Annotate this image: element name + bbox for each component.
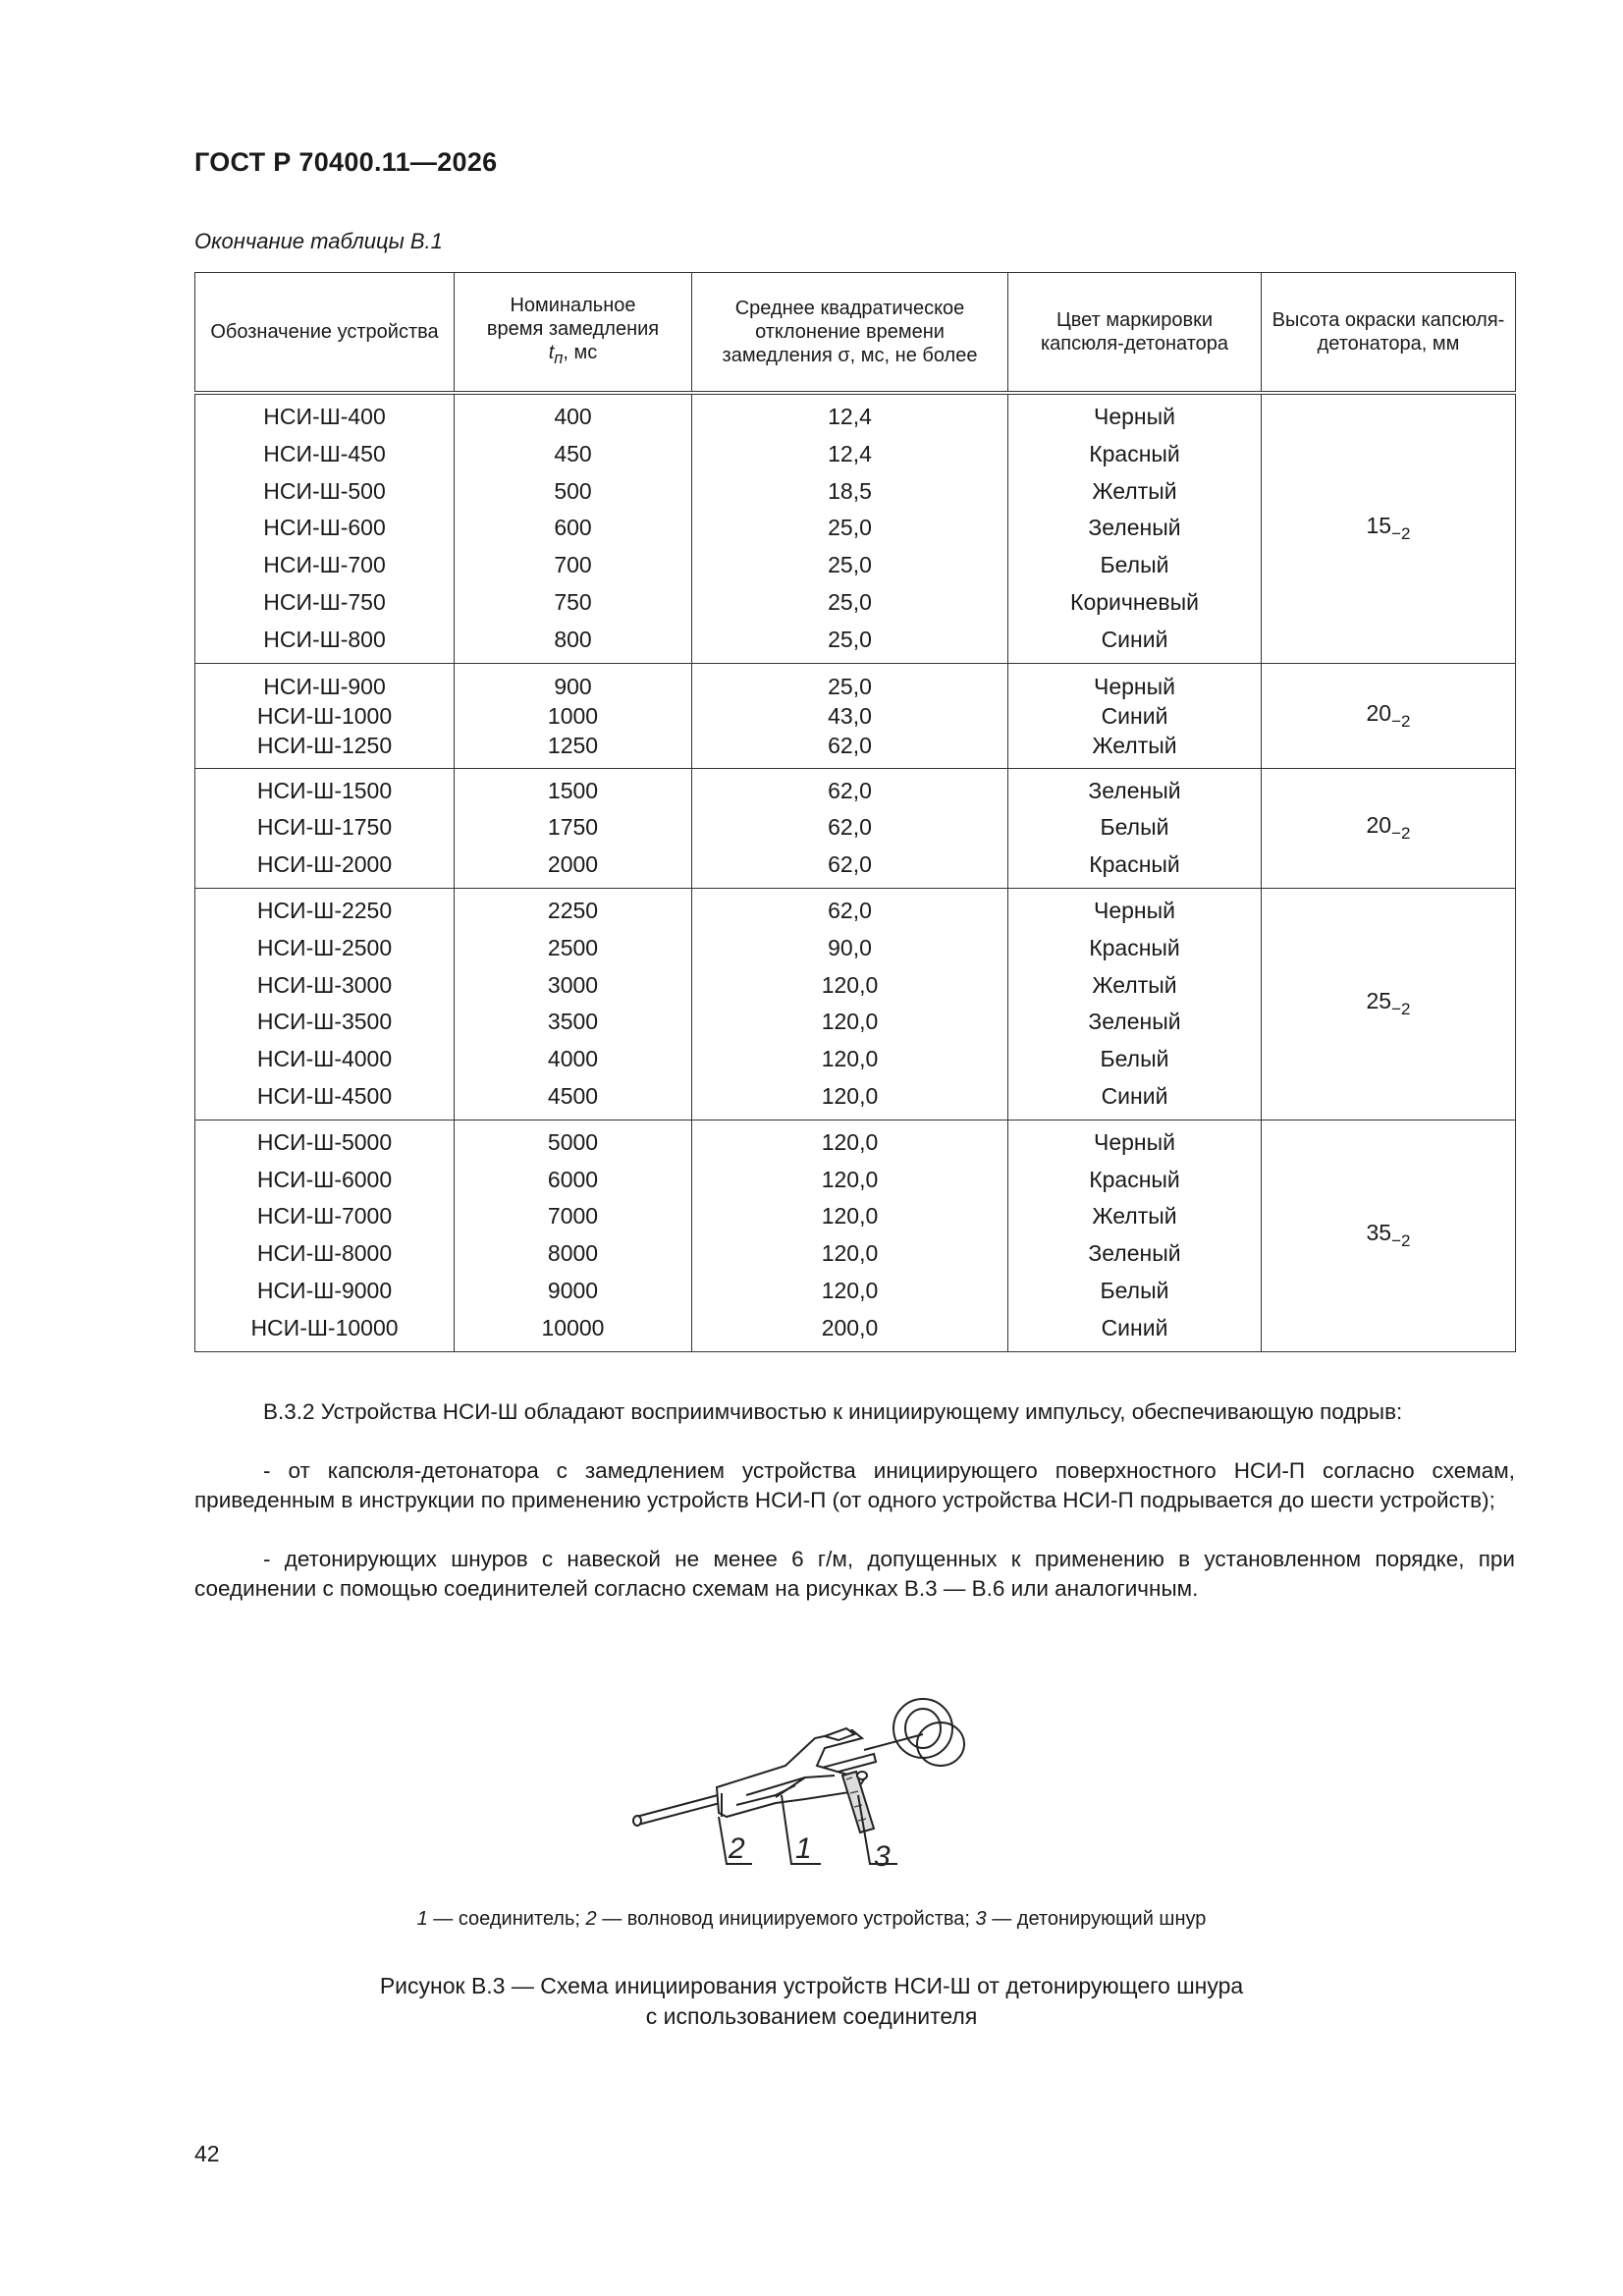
color-value: Красный xyxy=(1089,440,1180,466)
delay-value: 900 xyxy=(554,673,592,699)
callout-1: 1 xyxy=(795,1832,812,1865)
header-color: Цвет маркировки капсюля-детонатора xyxy=(1008,273,1262,394)
sigma-value: 25,0 xyxy=(828,552,872,578)
color-cell xyxy=(1008,1120,1262,1351)
delay-value: 1000 xyxy=(547,702,599,729)
height-value xyxy=(1366,988,1411,1019)
delay-value: 2000 xyxy=(547,851,599,878)
designation-value: НСИ-Ш-4000 xyxy=(256,1046,393,1072)
color-value: Черный xyxy=(1094,1128,1175,1155)
sigma-value: 12,4 xyxy=(828,440,872,466)
color-value: Зеленый xyxy=(1088,1009,1181,1035)
height-value xyxy=(1366,699,1411,731)
delay-value: 9000 xyxy=(547,1277,599,1303)
table-caption: Окончание таблицы В.1 xyxy=(194,229,443,253)
sigma-value: 120,0 xyxy=(821,1128,879,1155)
height-tolerance: −2 xyxy=(1391,1231,1411,1251)
color-value: Красный xyxy=(1089,934,1180,960)
delay-value: 400 xyxy=(554,404,592,429)
sigma-value: 120,0 xyxy=(821,1240,879,1267)
sigma-value: 43,0 xyxy=(828,702,872,729)
designation-value: НСИ-Ш-1000 xyxy=(256,702,393,729)
height-main: 20 xyxy=(1366,699,1392,726)
designation-value: НСИ-Ш-8000 xyxy=(256,1240,393,1267)
designation-value: НСИ-Ш-6000 xyxy=(256,1166,393,1192)
figure-caption xyxy=(0,1971,1623,2032)
legend-num-2: 2 xyxy=(585,1908,597,1930)
sigma-value: 12,4 xyxy=(828,404,872,429)
delay-value: 1500 xyxy=(547,777,599,803)
designation-value: НСИ-Ш-1250 xyxy=(256,732,393,758)
color-value: Зеленый xyxy=(1088,777,1181,803)
height-cell xyxy=(1262,888,1516,1120)
legend-text-3: — детонирующий шнур xyxy=(986,1908,1207,1930)
delay-value: 3000 xyxy=(547,971,599,998)
sigma-value: 62,0 xyxy=(828,814,872,841)
height-main: 20 xyxy=(1366,812,1392,839)
sigma-value: 120,0 xyxy=(821,1166,879,1192)
delay-value: 750 xyxy=(554,588,592,615)
document-header: ГОСТ Р 70400.11—2026 xyxy=(194,147,498,177)
sigma-value: 25,0 xyxy=(828,588,872,615)
delay-value: 2250 xyxy=(547,897,599,923)
legend-num-3: 3 xyxy=(975,1908,987,1930)
color-value: Желтый xyxy=(1092,477,1177,504)
height-tolerance: −2 xyxy=(1391,711,1411,731)
figure-caption-line2: с использованием соединителя xyxy=(645,2003,978,2029)
table-group xyxy=(195,663,1516,768)
designation-value: НСИ-Ш-2000 xyxy=(256,851,393,878)
height-main: 15 xyxy=(1366,513,1392,539)
height-cell xyxy=(1262,663,1516,768)
sigma-cell xyxy=(692,1120,1008,1351)
designation-cell xyxy=(195,888,455,1120)
callout-3: 3 xyxy=(874,1840,891,1873)
delay-value: 700 xyxy=(554,552,592,578)
delay-value: 10000 xyxy=(541,1314,605,1340)
height-tolerance: −2 xyxy=(1391,1000,1411,1019)
sigma-value: 62,0 xyxy=(828,732,872,758)
callout-2: 2 xyxy=(729,1832,745,1865)
color-value: Белый xyxy=(1100,1046,1169,1072)
color-value: Синий xyxy=(1101,702,1168,729)
paragraph-b32: В.3.2 Устройства НСИ-Ш обладают восприимчивостью к инициирующему импульсу, обеспечивающую подрыв: xyxy=(263,1399,1403,1424)
height-tolerance: −2 xyxy=(1391,824,1411,844)
legend-text-1: — соединитель; xyxy=(427,1908,586,1930)
color-value: Черный xyxy=(1094,404,1175,429)
designation-value: НСИ-Ш-4500 xyxy=(256,1082,393,1109)
header-nominal-unit: , мс xyxy=(563,342,598,363)
header-nominal-line1: Номинальное xyxy=(510,295,636,316)
height-cell xyxy=(1262,1120,1516,1351)
delay-value: 4500 xyxy=(547,1082,599,1109)
sigma-value: 18,5 xyxy=(828,477,872,504)
color-value: Синий xyxy=(1101,626,1168,652)
sigma-value: 62,0 xyxy=(828,777,872,803)
connector-diagram xyxy=(628,1669,992,1876)
designation-value: НСИ-Ш-9000 xyxy=(256,1277,393,1303)
delay-table xyxy=(194,272,1516,1352)
page-number: 42 xyxy=(194,2141,220,2166)
sigma-value: 25,0 xyxy=(828,673,872,699)
color-value: Желтый xyxy=(1092,1203,1177,1230)
sigma-value: 25,0 xyxy=(828,515,872,541)
table-body xyxy=(195,393,1516,1351)
figure-caption-line1: Рисунок В.3 — Схема инициирования устройств НСИ-Ш от детонирующего шнура xyxy=(379,1973,1244,1998)
delay-value: 2500 xyxy=(547,934,599,960)
header-designation: Обозначение устройства xyxy=(195,273,455,394)
header-nominal-symbol: t xyxy=(548,342,555,363)
figure-legend xyxy=(0,1908,1623,1931)
sigma-value: 90,0 xyxy=(828,934,872,960)
height-value xyxy=(1366,812,1411,844)
color-cell xyxy=(1008,768,1262,888)
sigma-value: 62,0 xyxy=(828,851,872,878)
designation-value: НСИ-Ш-10000 xyxy=(250,1314,399,1340)
table-group xyxy=(195,768,1516,888)
header-nominal-sub: п xyxy=(554,349,564,367)
designation-value: НСИ-Ш-1500 xyxy=(256,777,393,803)
sigma-value: 120,0 xyxy=(821,971,879,998)
color-value: Желтый xyxy=(1092,732,1177,758)
designation-value: НСИ-Ш-3500 xyxy=(256,1009,393,1035)
legend-num-1: 1 xyxy=(416,1908,428,1930)
height-main: 25 xyxy=(1366,988,1392,1014)
legend-text-2: — волновод инициируемого устройства; xyxy=(596,1908,976,1930)
color-cell xyxy=(1008,888,1262,1120)
delay-cell xyxy=(455,393,692,663)
designation-cell xyxy=(195,393,455,663)
sigma-value: 25,0 xyxy=(828,626,872,652)
table-header-row xyxy=(195,273,1516,394)
color-cell xyxy=(1008,663,1262,768)
color-cell xyxy=(1008,393,1262,663)
designation-value: НСИ-Ш-7000 xyxy=(256,1203,393,1230)
height-tolerance: −2 xyxy=(1391,524,1411,544)
color-value: Желтый xyxy=(1092,971,1177,998)
height-value xyxy=(1366,513,1411,544)
sigma-cell xyxy=(692,768,1008,888)
designation-value: НСИ-Ш-800 xyxy=(263,626,386,652)
designation-cell xyxy=(195,663,455,768)
designation-value: НСИ-Ш-2500 xyxy=(256,934,393,960)
sigma-cell xyxy=(692,393,1008,663)
delay-cell xyxy=(455,768,692,888)
table-group xyxy=(195,393,1516,663)
delay-cell xyxy=(455,663,692,768)
color-value: Красный xyxy=(1089,1166,1180,1192)
delay-value: 4000 xyxy=(547,1046,599,1072)
table-group xyxy=(195,1120,1516,1351)
designation-value: НСИ-Ш-5000 xyxy=(256,1128,393,1155)
table-group xyxy=(195,888,1516,1120)
color-value: Синий xyxy=(1101,1314,1168,1340)
paragraph-cords: - детонирующих шнуров с навеской не менее 6 г/м, допущенных к применению в установленном порядке, при соединении с помощью соединителей согласно схемам на рисунках В.3 — В.6 или аналогичным. xyxy=(194,1547,1515,1601)
color-value: Синий xyxy=(1101,1082,1168,1109)
delay-value: 5000 xyxy=(547,1128,599,1155)
sigma-cell xyxy=(692,888,1008,1120)
delay-value: 8000 xyxy=(547,1240,599,1267)
color-value: Зеленый xyxy=(1088,1240,1181,1267)
header-nominal-line2: время замедления xyxy=(486,318,660,340)
color-value: Черный xyxy=(1094,673,1175,699)
height-value xyxy=(1366,1220,1411,1251)
sigma-value: 200,0 xyxy=(821,1314,879,1340)
color-value: Белый xyxy=(1100,552,1169,578)
delay-value: 800 xyxy=(554,626,592,652)
color-value: Белый xyxy=(1100,1277,1169,1303)
sigma-cell xyxy=(692,663,1008,768)
designation-value: НСИ-Ш-600 xyxy=(263,515,386,541)
height-cell xyxy=(1262,768,1516,888)
color-value: Коричневый xyxy=(1070,588,1199,615)
delay-value: 6000 xyxy=(547,1166,599,1192)
delay-value: 600 xyxy=(554,515,592,541)
designation-value: НСИ-Ш-500 xyxy=(263,477,386,504)
designation-value: НСИ-Ш-450 xyxy=(263,440,386,466)
designation-value: НСИ-Ш-700 xyxy=(263,552,386,578)
sigma-value: 120,0 xyxy=(821,1082,879,1109)
height-cell xyxy=(1262,393,1516,663)
header-sigma: Среднее квадратическое отклонение времени замедления σ, мс, не более xyxy=(692,273,1008,394)
delay-cell xyxy=(455,1120,692,1351)
sigma-value: 62,0 xyxy=(828,897,872,923)
color-value: Красный xyxy=(1089,851,1180,878)
sigma-value: 120,0 xyxy=(821,1277,879,1303)
delay-value: 500 xyxy=(554,477,592,504)
height-main: 35 xyxy=(1366,1220,1392,1246)
sigma-value: 120,0 xyxy=(821,1009,879,1035)
color-value: Черный xyxy=(1094,897,1175,923)
designation-cell xyxy=(195,768,455,888)
sigma-value: 120,0 xyxy=(821,1046,879,1072)
designation-cell xyxy=(195,1120,455,1351)
header-nominal-delay xyxy=(455,273,692,394)
delay-value: 1250 xyxy=(547,732,599,758)
designation-value: НСИ-Ш-900 xyxy=(263,673,386,699)
designation-value: НСИ-Ш-3000 xyxy=(256,971,393,998)
delay-value: 1750 xyxy=(547,814,599,841)
delay-value: 450 xyxy=(554,440,592,466)
delay-value: 7000 xyxy=(547,1203,599,1230)
color-value: Белый xyxy=(1100,814,1169,841)
header-height: Высота окраски капсюля-детонатора, мм xyxy=(1262,273,1516,394)
paragraph-nsi-p: - от капсюля-детонатора с замедлением устройства инициирующего поверхностного НСИ-П согласно схемам, приведенным в инструкции по применению устройств НСИ-П (от одного устройства НСИ-П подрывается до шести устройств); xyxy=(194,1458,1515,1512)
delay-value: 3500 xyxy=(547,1009,599,1035)
color-value: Зеленый xyxy=(1088,515,1181,541)
sigma-value: 120,0 xyxy=(821,1203,879,1230)
designation-value: НСИ-Ш-1750 xyxy=(256,814,393,841)
designation-value: НСИ-Ш-2250 xyxy=(256,897,393,923)
delay-cell xyxy=(455,888,692,1120)
designation-value: НСИ-Ш-400 xyxy=(263,404,386,429)
designation-value: НСИ-Ш-750 xyxy=(263,588,386,615)
